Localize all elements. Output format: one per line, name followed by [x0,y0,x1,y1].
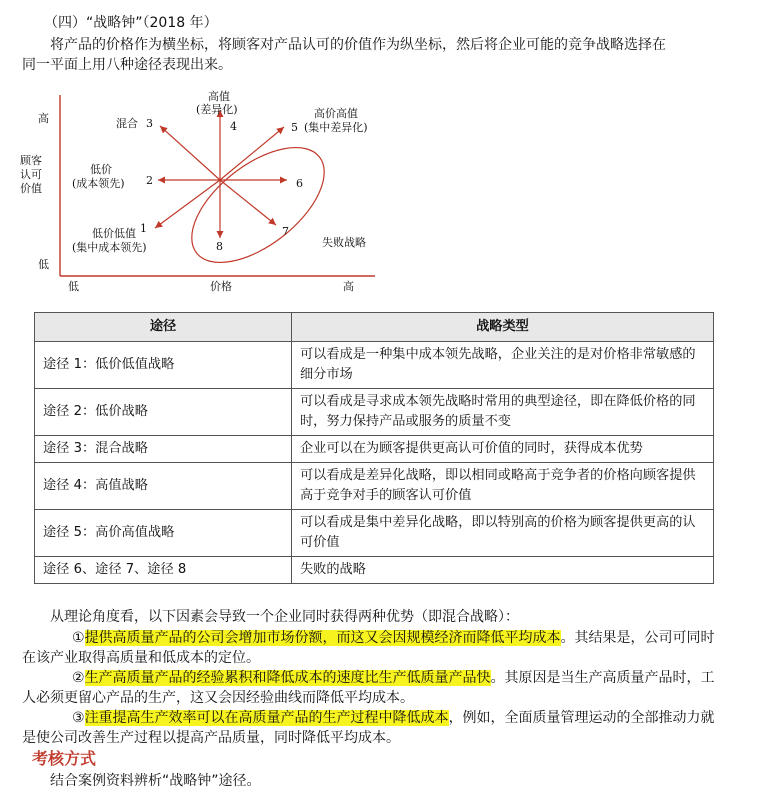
strategy-cell: 可以看成是寻求成本领先战略时常用的典型途径，即在降低价格的同时，努力保持产品或服务的质量不变 [292,389,714,436]
y-axis-label-1: 顾客 [20,154,42,167]
point-1-number: ① [72,630,85,646]
point-2-highlight: 生产高质量产品的经验累积和降低成本的速度比生产低质量产品快 [84,670,491,686]
route-1-number: 1 [140,222,147,235]
x-low-label: 低 [68,280,79,293]
route-cell: 途径 3：混合战略 [35,436,292,463]
point-3-highlight: 注重提高生产效率可以在高质量产品的生产过程中降低成本 [84,710,449,726]
route-1-label: 低价低值 [92,227,136,240]
route-1-sub: (集中成本领先) [72,241,147,254]
strategy-cell: 企业可以在为顾客提供更高认可价值的同时，获得成本优势 [292,436,714,463]
strategy-cell: 失败的战略 [292,557,714,584]
arrow-route-7 [220,180,276,225]
route-3-label: 混合 [116,117,138,130]
arrow-route-1 [155,180,220,228]
route-strategy-table [34,312,714,584]
strategy-cell: 可以看成是一种集中成本领先战略，企业关注的是对价格非常敏感的细分市场 [292,342,714,389]
route-5-label: 高价高值 [314,107,358,120]
exam-method-text: 结合案例资料辨析“战略钟”途径。 [50,773,261,789]
route-6-number: 6 [296,177,303,190]
col-header-route: 途径 [35,313,292,342]
y-axis-label-3: 价值 [20,182,42,195]
point-1-rest: 。其结果是，公司可同时在该产业取得高质量和低成本的定位。 [22,630,715,666]
arrow-route-5 [220,127,284,180]
route-4-sub: (差异化) [196,103,238,116]
table-row [35,342,714,389]
y-axis-label-2: 认可 [20,168,42,181]
section-heading: （四）“战略钟”（2018 年） [44,15,218,31]
point-1-highlight: 提供高质量产品的公司会增加市场份额，而这又会因规模经济而降低平均成本 [84,630,561,646]
route-cell: 途径 2：低价战略 [35,389,292,436]
point-2-number: ② [72,670,85,686]
route-cell: 途径 1：低价低值战略 [35,342,292,389]
y-high-label: 高 [38,112,49,125]
route-cell: 途径 5：高价高值战略 [35,510,292,557]
route-cell: 途径 4：高值战略 [35,463,292,510]
route-2-number: 2 [146,174,153,187]
route-3-number: 3 [146,117,153,130]
table-header-row [35,313,714,342]
intro-line-1: 将产品的价格作为横坐标，将顾客对产品认可的价值作为纵坐标，然后将企业可能的竞争战略选择在 [50,37,666,53]
route-7-number: 7 [282,225,289,238]
table-row [35,436,714,463]
point-3 [0,708,728,748]
route-2-sub: (成本领先) [72,177,125,190]
route-2-label: 低价 [90,163,112,176]
route-4-label: 高值 [208,90,230,103]
table-row [35,557,714,584]
route-4-number: 4 [230,120,237,133]
x-high-label: 高 [343,280,354,293]
route-5-sub: (集中差异化) [304,121,368,134]
strategy-cell: 可以看成是集中差异化战略，即以特别高的价格为顾客提供更高的认可价值 [292,510,714,557]
point-1 [0,628,728,668]
intro-line-2: 同一平面上用八种途径表现出来。 [22,57,232,73]
strategy-cell: 可以看成是差异化战略，即以相同或略高于竞争者的价格向顾客提供高于竞争对手的顾客认可价值 [292,463,714,510]
arrow-route-3 [160,126,220,180]
table-row [35,463,714,510]
strategy-clock-diagram [0,80,400,302]
failure-ellipse [172,125,344,284]
route-cell: 途径 6、途径 7、途径 8 [35,557,292,584]
x-axis-label: 价格 [210,280,232,293]
point-3-number: ③ [72,710,85,726]
failure-strategy-label: 失败战略 [322,236,366,249]
point-3-rest: ，例如，全面质量管理运动的全部推动力就是使公司改善生产过程以提高产品质量，同时降低平均成本。 [22,710,715,746]
route-5-number: 5 [291,121,298,134]
exam-method-heading: 考核方式 [32,749,97,768]
table-row [35,510,714,557]
col-header-strategy-type: 战略类型 [292,313,714,342]
point-2-rest: 。其原因是当生产高质量产品时，工人必须更留心产品的生产，这又会因经验曲线而降低平均成本。 [22,670,715,706]
theory-intro: 从理论角度看，以下因素会导致一个企业同时获得两种优势（即混合战略）： [50,609,519,625]
point-2 [0,668,728,708]
table-row [35,389,714,436]
y-low-label: 低 [38,258,49,271]
route-8-number: 8 [216,240,223,253]
